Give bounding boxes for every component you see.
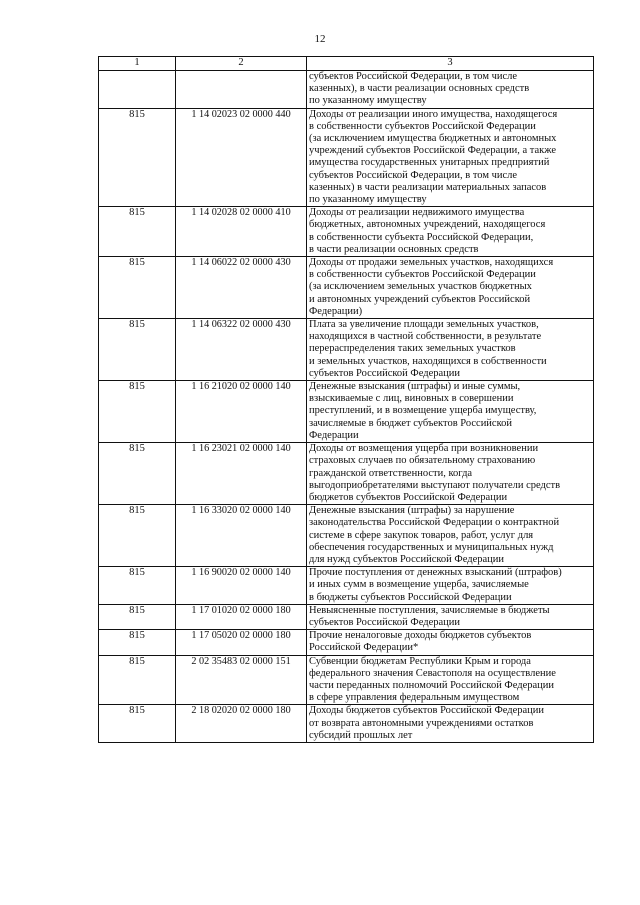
description-line: казенных) в части реализации материальных запасов (309, 181, 547, 193)
budget-classification-code-cell: 1 14 02028 02 0000 410 (176, 207, 307, 257)
description-line: Доходы бюджетов субъектов Российской Федерации (309, 705, 545, 717)
admin-code-cell: 815 (99, 207, 176, 257)
description-line: в части реализации основных средств (309, 243, 479, 255)
description-line: бюджетных, автономных учреждений, находящегося (309, 219, 546, 231)
revenue-description-cell (307, 567, 594, 605)
description-line: субъектов Российской Федерации, в том числе (309, 71, 518, 82)
description-line: учреждений субъектов Российской Федерации, а также (309, 145, 556, 157)
budget-classification-code-cell (176, 71, 307, 109)
table-row (99, 257, 594, 319)
admin-code-cell: 815 (99, 705, 176, 743)
admin-code-cell (99, 71, 176, 109)
description-line: Российской Федерации* (309, 642, 419, 654)
revenue-description-cell (307, 705, 594, 743)
revenue-description-cell (307, 71, 594, 109)
description-line: от возврата автономными учреждениями остатков (309, 717, 534, 729)
revenue-description-cell (307, 630, 594, 655)
table-row (99, 207, 594, 257)
table-row (99, 630, 594, 655)
description-line: субъектов Российской Федерации, в том числе (309, 169, 518, 181)
description-line: в собственности субъектов Российской Федерации (309, 269, 536, 281)
table-row (99, 655, 594, 705)
description-line: имущества государственных унитарных предприятий (309, 157, 550, 169)
table-row (99, 381, 594, 443)
revenue-description-cell (307, 108, 594, 207)
description-line: федерального значения Севастополя на осуществление (309, 667, 556, 679)
description-line: по указанному имуществу (309, 95, 427, 107)
description-line: зачисляемые в бюджет субъектов Российской (309, 417, 513, 429)
table-row (99, 108, 594, 207)
revenue-description-cell (307, 443, 594, 505)
revenue-description-cell (307, 655, 594, 705)
description-line: Доходы от возмещения ущерба при возникновении (309, 443, 539, 455)
admin-code-cell: 815 (99, 443, 176, 505)
description-line: Плата за увеличение площади земельных участков, (309, 319, 539, 331)
description-line: субъектов Российской Федерации (309, 367, 461, 379)
description-line: (за исключением земельных участков бюджетных (309, 281, 532, 293)
description-line: бюджетов субъектов Российской Федерации (309, 491, 508, 503)
description-line: Субвенции бюджетам Республики Крым и города (309, 655, 531, 667)
description-line: Невыясненные поступления, зачисляемые в бюджеты (309, 604, 550, 616)
description-line: в собственности субъектов Российской Федерации (309, 120, 536, 132)
description-line: Прочие неналоговые доходы бюджетов субъектов (309, 630, 532, 642)
revenue-description-cell (307, 319, 594, 381)
description-line: взыскиваемые с лиц, виновных в совершении (309, 393, 514, 405)
admin-code-cell: 815 (99, 505, 176, 567)
column-header-1: 1 (99, 57, 176, 71)
column-header-3: 3 (307, 57, 594, 71)
description-line: системе в сфере закупок товаров, работ, услуг для (309, 529, 534, 541)
description-line: Доходы от продажи земельных участков, находящихся (309, 257, 554, 269)
budget-classification-code-cell: 2 02 35483 02 0000 151 (176, 655, 307, 705)
description-line: казенных), в части реализации основных средств (309, 83, 530, 95)
header-row (99, 57, 594, 71)
admin-code-cell: 815 (99, 655, 176, 705)
table-row (99, 443, 594, 505)
table-row (99, 604, 594, 629)
table-row (99, 71, 594, 109)
budget-classification-code-cell: 2 18 02020 02 0000 180 (176, 705, 307, 743)
budget-classification-code-cell: 1 17 01020 02 0000 180 (176, 604, 307, 629)
table-row (99, 505, 594, 567)
description-line: находящихся в частной собственности, в результате (309, 331, 542, 343)
admin-code-cell: 815 (99, 257, 176, 319)
budget-classification-code-cell: 1 16 33020 02 0000 140 (176, 505, 307, 567)
description-line: субъектов Российской Федерации (309, 616, 461, 628)
table-body (99, 71, 594, 743)
description-line: (за исключением имущества бюджетных и автономных (309, 133, 557, 145)
description-line: Прочие поступления от денежных взысканий (штрафов) (309, 567, 562, 579)
description-line: законодательства Российской Федерации о контрактной (309, 517, 560, 529)
description-line: и иных сумм в возмещение ущерба, зачисляемые (309, 579, 529, 591)
description-line: обеспечения государственных и муниципальных нужд (309, 541, 554, 553)
description-line: Доходы от реализации иного имущества, находящегося (309, 108, 558, 120)
description-line: перераспределения таких земельных участков (309, 343, 516, 355)
description-line: в сфере управления федеральным имуществом (309, 692, 520, 704)
description-line: преступлений, и в возмещение ущерба имуществу, (309, 405, 537, 417)
budget-classification-code-cell: 1 14 06022 02 0000 430 (176, 257, 307, 319)
table-header (99, 57, 594, 71)
revenue-description-cell (307, 257, 594, 319)
description-line: по указанному имуществу (309, 194, 427, 206)
description-line: страховых случаев по обязательному страхованию (309, 455, 536, 467)
revenue-description-cell (307, 207, 594, 257)
description-line: в бюджеты субъектов Российской Федерации (309, 591, 512, 603)
admin-code-cell: 815 (99, 108, 176, 207)
description-line: для нужд субъектов Российской Федерации (309, 553, 504, 565)
description-line: части переданных полномочий Российской Федерации (309, 679, 555, 691)
page-number: 12 (314, 33, 326, 45)
budget-classification-code-cell: 1 14 02023 02 0000 440 (176, 108, 307, 207)
description-line: и земельных участков, находящихся в собственности (309, 355, 547, 367)
table-row (99, 705, 594, 743)
column-header-2: 2 (176, 57, 307, 71)
budget-classification-code-cell: 1 16 23021 02 0000 140 (176, 443, 307, 505)
admin-code-cell: 815 (99, 567, 176, 605)
description-line: и автономных учреждений субъектов Российской (309, 293, 531, 305)
admin-code-cell: 815 (99, 319, 176, 381)
budget-classification-code-cell: 1 17 05020 02 0000 180 (176, 630, 307, 655)
description-line: Федерации) (309, 305, 363, 317)
description-line: Доходы от реализации недвижимого имущества (309, 207, 525, 219)
description-line: Денежные взыскания (штрафы) и иные суммы, (309, 381, 521, 393)
revenue-description-cell (307, 505, 594, 567)
admin-code-cell: 815 (99, 630, 176, 655)
description-line: гражданской ответственности, когда (309, 467, 473, 479)
description-line: в собственности субъекта Российской Федерации, (309, 231, 534, 243)
budget-classification-code-cell: 1 14 06322 02 0000 430 (176, 319, 307, 381)
admin-code-cell: 815 (99, 381, 176, 443)
revenue-description-cell (307, 381, 594, 443)
description-line: Федерации (309, 429, 359, 441)
revenue-description-cell (307, 604, 594, 629)
budget-classification-code-cell: 1 16 90020 02 0000 140 (176, 567, 307, 605)
budget-classification-code-cell: 1 16 21020 02 0000 140 (176, 381, 307, 443)
admin-code-cell: 815 (99, 604, 176, 629)
description-line: Денежные взыскания (штрафы) за нарушение (309, 505, 515, 517)
table-row (99, 567, 594, 605)
revenue-code-table (98, 56, 594, 743)
description-line: субсидий прошлых лет (309, 729, 413, 741)
table-row (99, 319, 594, 381)
description-line: выгодоприобретателями выступают получатели средств (309, 479, 561, 491)
